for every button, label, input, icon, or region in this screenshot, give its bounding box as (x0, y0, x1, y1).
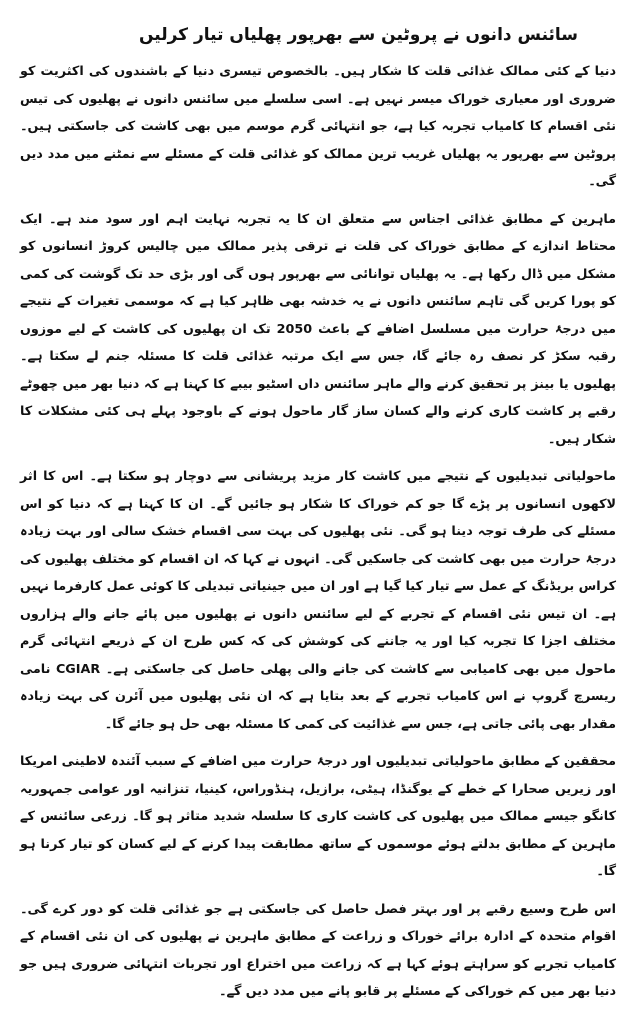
news-article (20, 22, 616, 1016)
article-title: سائنس دانوں نے پروٹین سے بھرپور پھلیاں تیار کرلیں (138, 25, 578, 45)
article-paragraph-1: دنیا کے کئی ممالک غذائی قلت کا شکار ہیں۔ بالخصوص تیسری دنیا کے باشندوں کی اکثریت کو ضروری اور معیاری خوراک میسر نہیں ہے۔ اسی سلسلے میں سائنس دانوں نے پھلیوں کی تیس نئی اقسام کا کامیاب تجربہ کیا ہے، جو انتہائی گرم موسم میں بھی کاشت کی جاسکتی ہیں۔ پروٹین سے بھرپور یہ پھلیاں غریب ترین ممالک کو غذائی قلت کے مسئلے سے نمٹنے میں مدد دیں گی۔ (20, 64, 616, 189)
article-paragraph-3: ماحولیاتی تبدیلیوں کے نتیجے میں کاشت کار مزید پریشانی سے دوچار ہو سکتا ہے۔ اس کا اثر لاکھوں انسانوں پر پڑے گا جو کم خوراک کا شکار ہو جائیں گے۔ ان کا کہنا ہے کہ دنیا کو اس مسئلے کی طرف توجہ دینا ہو گی۔ نئی پھلیوں کی بہت سی اقسام خشک سالی اور بہت زیادہ درجۂ حرارت میں بھی کاشت کی جاسکیں گی۔ انہوں نے کہا کہ ان اقسام کو مختلف پھلیوں کی کراس بریڈنگ کے عمل سے تیار کیا گیا ہے اور ان میں جینیاتی تبدیلی کا کوئی عمل کارفرما نہیں ہے۔ ان تیس نئی اقسام کے تجربے کے لیے سائنس دانوں نے پھلیوں میں پائے جانے والے ہزاروں مختلف اجزا کا تجربہ کیا اور یہ جاننے کی کوشش کی کہ کس طرح ان کے ذریعے انتہائی گرم ماحول میں بھی کامیابی سے کاشت کی جانے والی پھلی حاصل کی جاسکتی ہے۔ CGIAR نامی ریسرچ گروپ نے اس کامیاب تجربے کے بعد بتایا ہے کہ ان نئی پھلیوں میں آئرن کی بہت زیادہ مقدار بھی پائی جاتی ہے، جس سے غذائیت کی کمی کا مسئلہ بھی حل ہو جائے گا۔ (20, 469, 616, 732)
article-paragraph-5: اس طرح وسیع رقبے پر اور بہتر فصل حاصل کی جاسکتی ہے جو غذائی قلت کو دور کرے گی۔ اقوام متحدہ کے ادارہ برائے خوراک و زراعت کے مطابق ماہرین نے پھلیوں کی ان نئی اقسام کے کامیاب تجربے کو سراہتے ہوئے کہا ہے کہ زراعت میں اختراع اور تجربات انتہائی ضروری ہیں جو دنیا بھر میں کم خوراکی کے مسئلے پر قابو پانے میں مدد دیں گے۔ (20, 901, 616, 999)
article-paragraph-2: ماہرین کے مطابق غذائی اجناس سے متعلق ان کا یہ تجربہ نہایت اہم اور سود مند ہے۔ ایک محتاط اندازے کے مطابق خوراک کی قلت نے ترقی پذیر ممالک میں چالیس کروڑ انسانوں کو مشکل میں ڈال رکھا ہے۔ یہ پھلیاں توانائی سے بھرپور ہوں گی اور بڑی حد تک گوشت کی کمی کو پورا کریں گی تاہم سائنس دانوں نے یہ خدشہ بھی ظاہر کیا ہے کہ موسمی تغیرات کے نتیجے میں درجۂ حرارت میں مسلسل اضافے کے باعث 2050 تک ان پھلیوں کی کاشت کے لیے موزوں رقبہ سکڑ کر نصف رہ جائے گا، جس سے ایک مرتبہ غذائی قلت کا مسئلہ جنم لے سکتا ہے۔ پھلیوں یا بینز پر تحقیق کرنے والے ماہر سائنس داں اسٹیو بیبے کا کہنا ہے کہ دنیا بھر میں چھوٹے رقبے پر کاشت کاری کرنے والے کسان ساز گار ماحول ہونے کے باوجود پہلے ہی کئی مشکلات کا شکار ہیں۔ (20, 211, 617, 447)
article-paragraph-4: محققین کے مطابق ماحولیاتی تبدیلیوں اور درجۂ حرارت میں اضافے کے سبب آئندہ لاطینی امریکا اور زیریں صحارا کے خطے کے یوگنڈا، ہیٹی، برازیل، ہنڈوراس، کینیا، تنزانیہ اور عوامی جمہوریہ کانگو جیسے ممالک میں پھلیوں کی کاشت کاری کا سلسلہ شدید متاثر ہو گا۔ زرعی سائنس کے ماہرین کے مطابق بدلتے ہوئے موسموں کے ساتھ مطابقت پیدا کرنے کے لیے کسان کو تیار کرنا ہو گا۔ (20, 754, 616, 879)
